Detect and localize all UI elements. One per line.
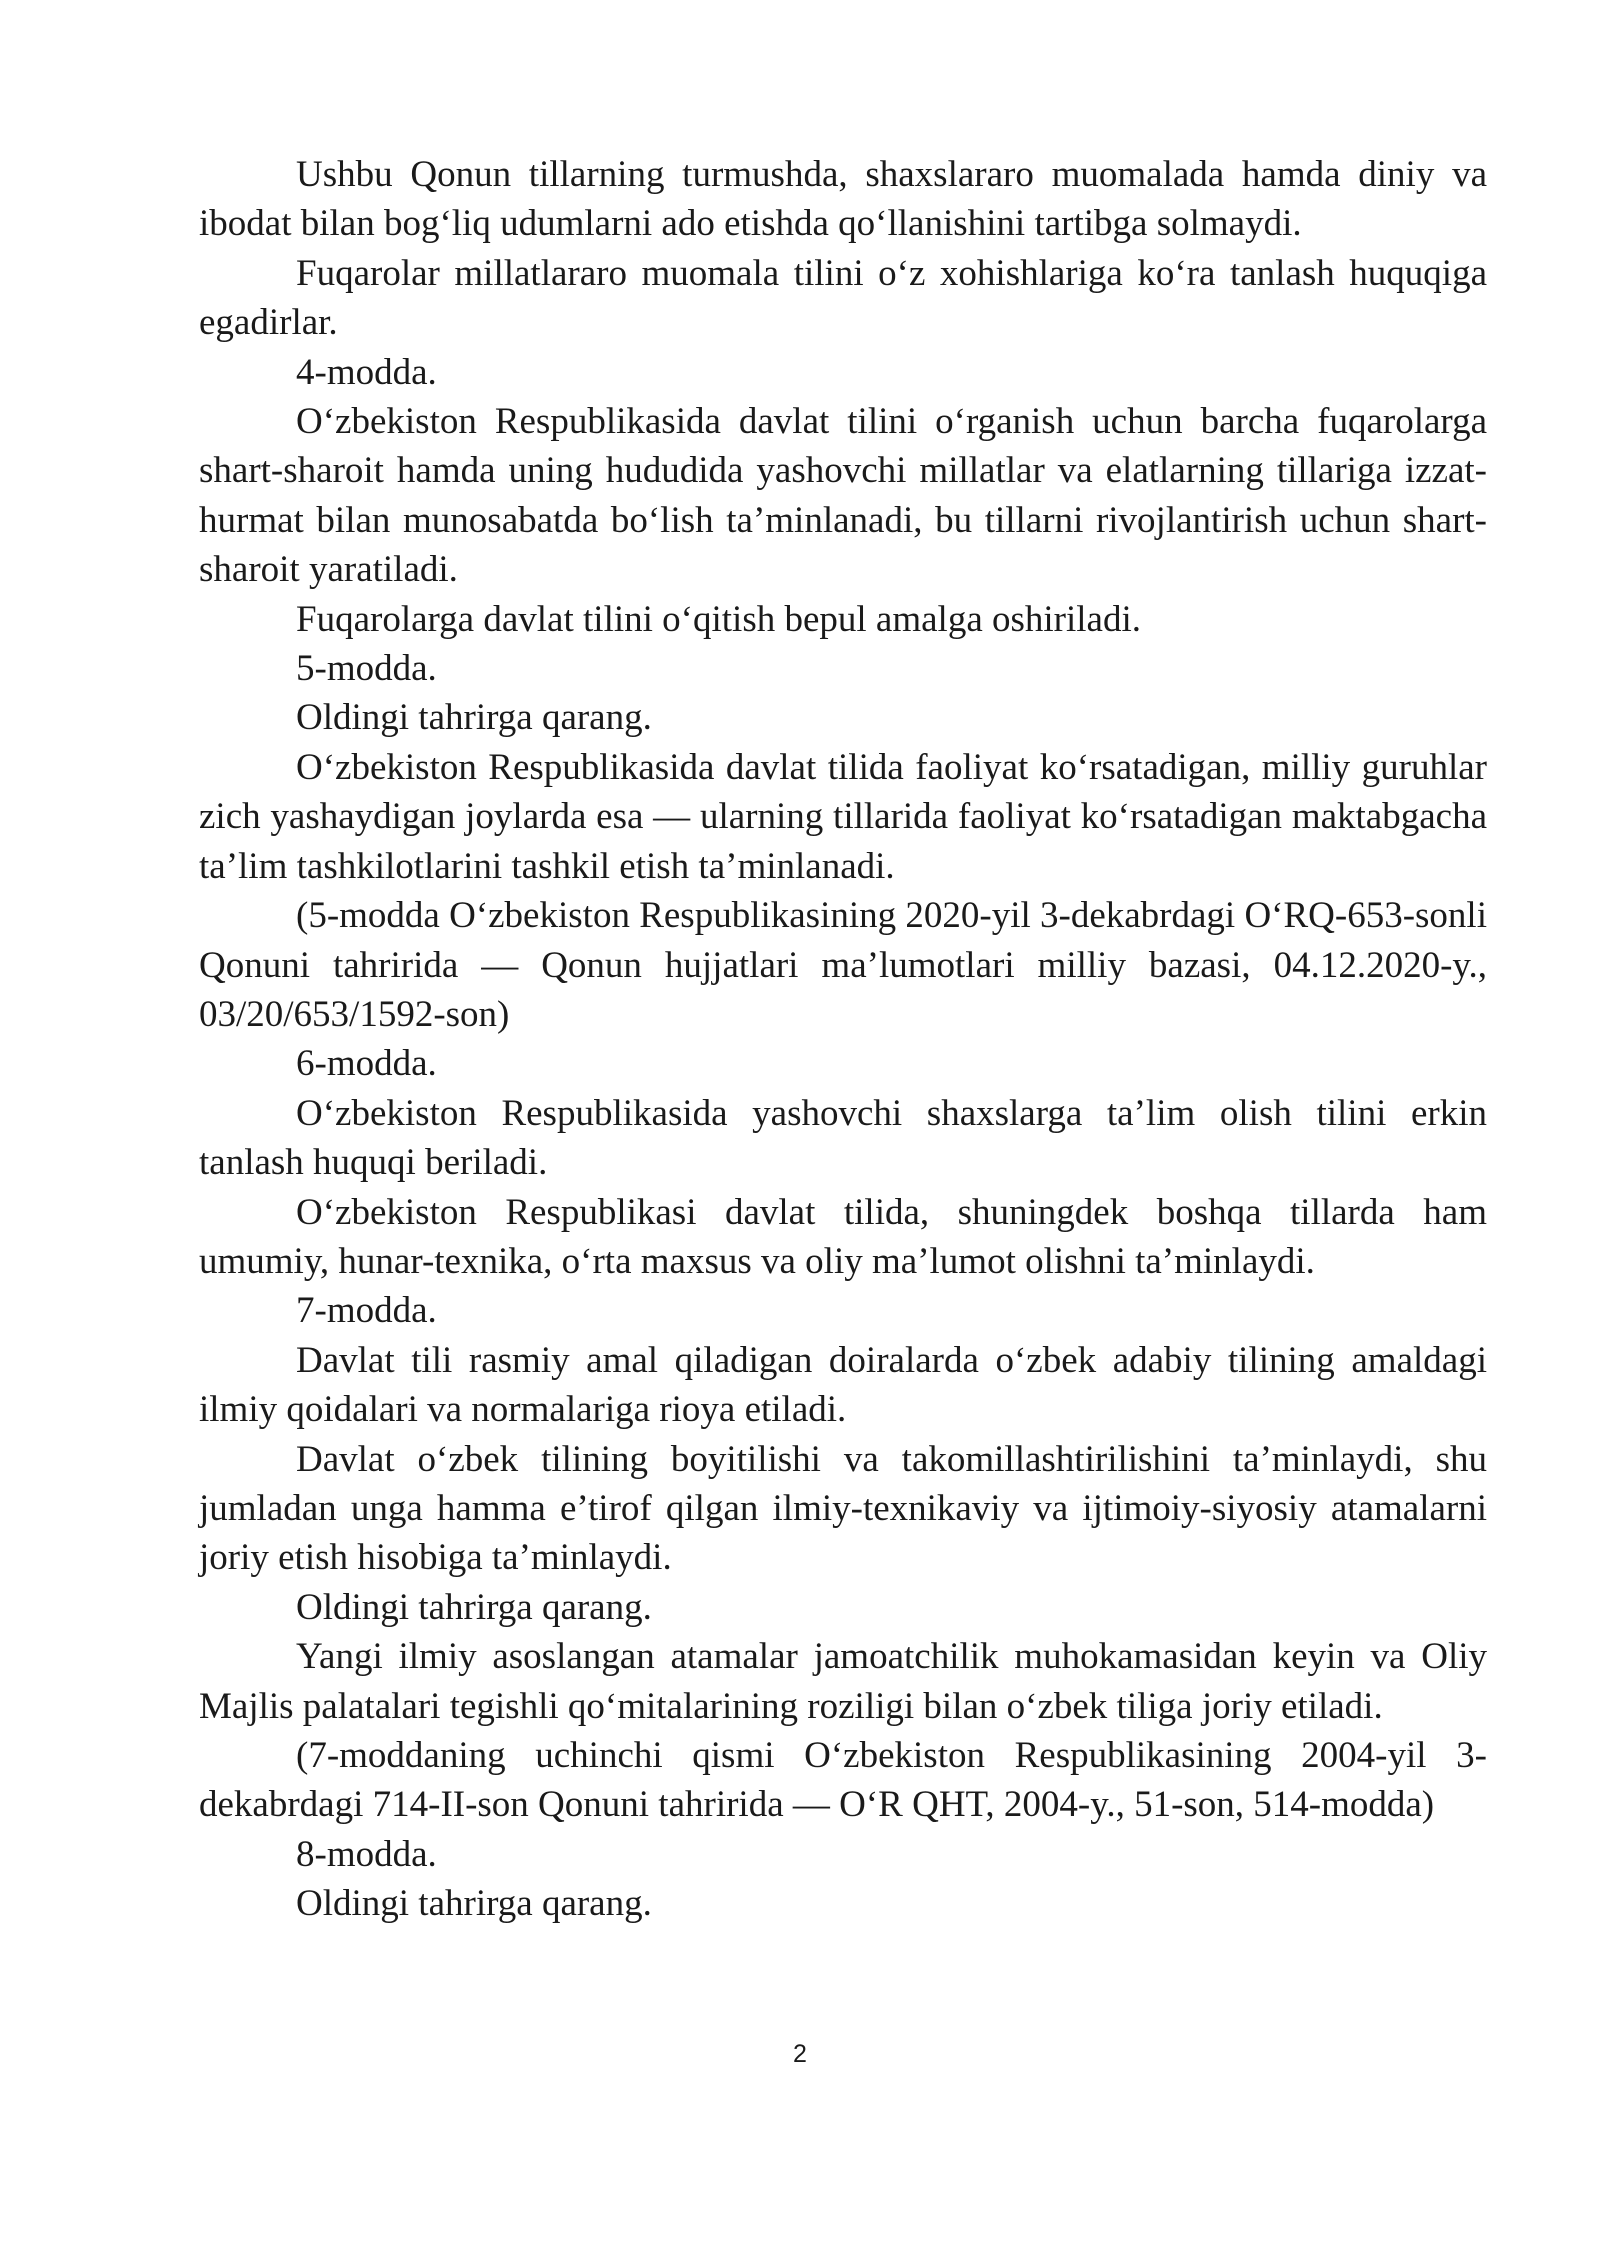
amendment-note: (7-moddaning uchinchi qismi O‘zbekiston Respublikasining 2004-yil 3-dekabrdagi 714-II-son Qonuni tahririda — O‘R QHT, 2004-y., 51-son, 514-modda) [199, 1735, 1487, 1826]
paragraph: O‘zbekiston Respublikasi davlat tilida, shuningdek boshqa tillarda ham umumiy, hunar-texnika, o‘rta maxsus va oliy ma’lumot olishni ta’minlaydi. [199, 1191, 1487, 1282]
paragraph: O‘zbekiston Respublikasida davlat tilini o‘rganish uchun barcha fuqarolarga shart-sharoit hamda uning hududida yashovchi millatlar va elatlarning tillariga izzat-hurmat bilan munosabatda bo‘lish ta’minlanadi, bu tillarni rivojlantirish uchun shart-sharoit yaratiladi. [199, 401, 1487, 591]
paragraph: O‘zbekiston Respublikasida yashovchi shaxslarga ta’lim olish tilini erkin tanlash huquqi beriladi. [199, 1092, 1487, 1184]
article-heading: 6-modda. [296, 1043, 437, 1085]
paragraph: Fuqarolarga davlat tilini o‘qitish bepul amalga oshiriladi. [296, 598, 1142, 640]
paragraph: Fuqarolar millatlararo muomala tilini o‘z xohishlariga ko‘ra tanlash huquqiga egadirlar. [199, 252, 1487, 344]
previous-edition-note: Oldingi tahrirga qarang. [296, 1883, 652, 1925]
previous-edition-note: Oldingi tahrirga qarang. [296, 697, 652, 739]
article-heading: 8-modda. [296, 1833, 437, 1875]
paragraph: Yangi ilmiy asoslangan atamalar jamoatchilik muhokamasidan keyin va Oliy Majlis palatalari tegishli qo‘mitalarining roziligi bilan o‘zbek tiliga joriy etiladi. [199, 1636, 1487, 1727]
previous-edition-note: Oldingi tahrirga qarang. [296, 1586, 652, 1628]
page-number: 2 [793, 2040, 807, 2068]
article-heading: 7-modda. [296, 1290, 437, 1332]
article-heading: 5-modda. [296, 648, 437, 690]
paragraph: Ushbu Qonun tillarning turmushda, shaxslararo muomalada hamda diniy va ibodat bilan bog‘liq udumlarni ado etishda qo‘llanishini tartibga solmaydi. [199, 154, 1487, 245]
paragraph: O‘zbekiston Respublikasida davlat tilida faoliyat ko‘rsatadigan, milliy guruhlar zich yashaydigan joylarda esa — ularning tillarida faoliyat ko‘rsatadigan maktabgacha ta’lim tashkilotlarini tashkil etish ta’minlanadi. [199, 746, 1487, 887]
article-heading: 4-modda. [296, 351, 437, 393]
document-body [199, 150, 1487, 1929]
amendment-note: (5-modda O‘zbekiston Respublikasining 2020-yil 3-dekabrdagi O‘RQ-653-sonli Qonuni tahririda — Qonun hujjatlari ma’lumotlari milliy bazasi, 04.12.2020-y., 03/20/653/1592-son) [199, 895, 1487, 1035]
paragraph: Davlat o‘zbek tilining boyitilishi va takomillashtirilishini ta’minlaydi, shu jumladan unga hamma e’tirof qilgan ilmiy-texnikaviy va ijtimoiy-siyosiy atamalarni joriy etish hisobiga ta’minlaydi. [199, 1438, 1487, 1579]
paragraph: Davlat tili rasmiy amal qiladigan doiralarda o‘zbek adabiy tilining amaldagi ilmiy qoidalari va normalariga rioya etiladi. [199, 1339, 1487, 1431]
